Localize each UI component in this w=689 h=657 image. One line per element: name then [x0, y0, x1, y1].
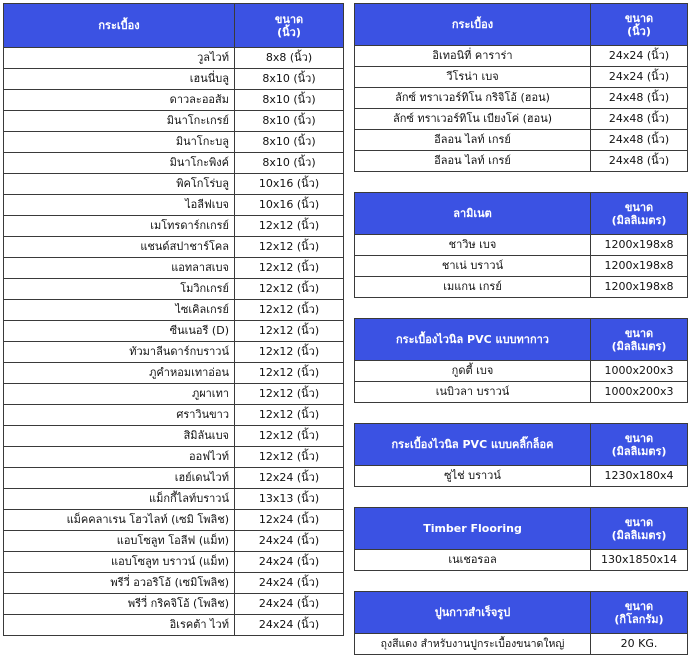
table-row	[4, 48, 344, 69]
table-row	[355, 361, 688, 382]
tile-name: เฮนนี่บลู	[4, 69, 235, 90]
tile-size: 24x24 (นิ้ว)	[235, 552, 344, 573]
header-size-line1: ขนาด	[624, 200, 654, 214]
tile-name: มินาโกะเกรย์	[4, 111, 235, 132]
tile-name: อีลอน ไลท์ เกรย์	[355, 151, 591, 172]
table-row	[4, 489, 344, 510]
table-row	[4, 531, 344, 552]
tile-size: 12x24 (นิ้ว)	[235, 510, 344, 531]
tile-size: 8x10 (นิ้ว)	[235, 153, 344, 174]
tile-name: แอทลาสเบจ	[4, 258, 235, 279]
header-size-line1: ขนาด	[624, 11, 654, 25]
tile-name: อิเรคต้า ไวท์	[4, 615, 235, 636]
header-size	[591, 319, 688, 361]
table-row	[4, 195, 344, 216]
header-size-line2: (มิลลิเมตร)	[611, 528, 667, 542]
table-row	[4, 342, 344, 363]
header-size-line1: ขนาด	[624, 515, 654, 529]
header-size	[591, 508, 688, 550]
tile-size: 24x48 (นิ้ว)	[591, 109, 688, 130]
table-row	[4, 594, 344, 615]
tile-size: 12x12 (นิ้ว)	[235, 384, 344, 405]
laminate-table	[354, 192, 688, 298]
product-name: ชาวิษ เบจ	[355, 235, 591, 256]
table-row	[355, 277, 688, 298]
tile-name: ภูผาเทา	[4, 384, 235, 405]
tile-name: ไซเคิลเกรย์	[4, 300, 235, 321]
header-size-line2: (มิลลิเมตร)	[611, 444, 667, 458]
tile-size: 24x24 (นิ้ว)	[235, 615, 344, 636]
tile-size: 8x8 (นิ้ว)	[235, 48, 344, 69]
header-size-line1: ขนาด	[624, 431, 654, 445]
header-size-line2: (นิ้ว)	[277, 25, 301, 39]
table-row	[4, 132, 344, 153]
tile-size: 24x24 (นิ้ว)	[235, 594, 344, 615]
table-row	[355, 151, 688, 172]
tile-size: 24x24 (นิ้ว)	[235, 531, 344, 552]
tile-name: อีลอน ไลท์ เกรย์	[355, 130, 591, 151]
table-row	[4, 573, 344, 594]
header-name: ปูนกาวสำเร็จรูป	[355, 592, 591, 634]
tile-table-left	[3, 3, 344, 636]
tile-name: แชนด์สปาชาร์โคล	[4, 237, 235, 258]
tile-size: 12x12 (นิ้ว)	[235, 279, 344, 300]
tile-size: 12x12 (นิ้ว)	[235, 321, 344, 342]
tile-name: มินาโกะบลู	[4, 132, 235, 153]
tile-name: เมโทรดาร์กเกรย์	[4, 216, 235, 237]
cement-table	[354, 591, 688, 655]
table-row	[4, 321, 344, 342]
table-row	[355, 550, 688, 571]
tile-size: 8x10 (นิ้ว)	[235, 69, 344, 90]
header-size	[591, 4, 688, 46]
tile-name: พรีวี่ อวอริโอ้ (เซมิโพลิช)	[4, 573, 235, 594]
tile-name: โมวิกเกรย์	[4, 279, 235, 300]
product-size: 1200x198x8	[591, 256, 688, 277]
tile-size: 12x12 (นิ้ว)	[235, 363, 344, 384]
tile-name: ศราวินขาว	[4, 405, 235, 426]
tile-size: 8x10 (นิ้ว)	[235, 111, 344, 132]
tile-size: 8x10 (นิ้ว)	[235, 132, 344, 153]
header-size	[235, 4, 344, 48]
table-row	[4, 258, 344, 279]
tile-size: 24x24 (นิ้ว)	[591, 46, 688, 67]
table-row	[4, 90, 344, 111]
table-row	[355, 88, 688, 109]
tile-name: ไอลีฟเบจ	[4, 195, 235, 216]
product-name: กูดตี้ เบจ	[355, 361, 591, 382]
tile-name: พิคโกโร่บลู	[4, 174, 235, 195]
header-size-line2: (นิ้ว)	[627, 24, 651, 38]
header-size	[591, 424, 688, 466]
table-row	[355, 256, 688, 277]
table-row	[355, 466, 688, 487]
header-name: กระเบื้องไวนิล PVC แบบคลิ๊กล็อค	[355, 424, 591, 466]
header-size-line2: (มิลลิเมตร)	[611, 339, 667, 353]
product-size: 1000x200x3	[591, 361, 688, 382]
tile-name: แอบโซลูท โอลีฟ (แม็ท)	[4, 531, 235, 552]
table-row	[4, 279, 344, 300]
table-row	[4, 552, 344, 573]
timber-table	[354, 507, 688, 571]
product-size: 1000x200x3	[591, 382, 688, 403]
tile-name: สิมิลันเบจ	[4, 426, 235, 447]
product-name: เมแกน เกรย์	[355, 277, 591, 298]
tile-name: ออฟไวท์	[4, 447, 235, 468]
header-size-line1: ขนาด	[274, 12, 304, 26]
table-row	[355, 235, 688, 256]
table-row	[355, 67, 688, 88]
tile-name: มินาโกะพิงค์	[4, 153, 235, 174]
table-row	[355, 382, 688, 403]
tile-name: ลักซ์ ทราเวอร์ทิโน เบียงโค่ (ฮอน)	[355, 109, 591, 130]
tile-size: 10x16 (นิ้ว)	[235, 174, 344, 195]
product-size: 1200x198x8	[591, 235, 688, 256]
tile-size: 24x48 (นิ้ว)	[591, 130, 688, 151]
product-size: 1200x198x8	[591, 277, 688, 298]
table-row	[4, 69, 344, 90]
header-name: กระเบื้อง	[4, 4, 235, 48]
tile-size: 12x12 (นิ้ว)	[235, 237, 344, 258]
header-size-line1: ขนาด	[624, 326, 654, 340]
tile-size: 8x10 (นิ้ว)	[235, 90, 344, 111]
tile-name: ลักซ์ ทราเวอร์ทิโน กริจิโอ้ (ฮอน)	[355, 88, 591, 109]
tile-size: 12x24 (นิ้ว)	[235, 468, 344, 489]
tile-name: ภูคำหอมเทาอ่อน	[4, 363, 235, 384]
product-size: 1230x180x4	[591, 466, 688, 487]
table-row	[4, 237, 344, 258]
tile-name: เฮย์เดนไวท์	[4, 468, 235, 489]
table-row	[4, 426, 344, 447]
table-row	[355, 46, 688, 67]
product-name: ถุงสีแดง สำหรับงานปูกระเบื้องขนาดใหญ่	[355, 634, 591, 655]
table-row	[4, 615, 344, 636]
header-size-line2: (มิลลิเมตร)	[611, 213, 667, 227]
tile-table-right	[354, 3, 688, 172]
tile-name: ดาวละออส้ม	[4, 90, 235, 111]
vinyl-glue-table	[354, 318, 688, 403]
table-row	[4, 384, 344, 405]
vinyl-click-table	[354, 423, 688, 487]
tile-size: 12x12 (นิ้ว)	[235, 216, 344, 237]
header-name: กระเบื้อง	[355, 4, 591, 46]
left-table-body	[4, 48, 344, 636]
header-name: Timber Flooring	[355, 508, 591, 550]
tile-size: 10x16 (นิ้ว)	[235, 195, 344, 216]
tile-name: ทัวมาลีนดาร์กบราวน์	[4, 342, 235, 363]
tile-name: แอบโซลูท บราวน์ (แม็ท)	[4, 552, 235, 573]
table-row	[355, 109, 688, 130]
table-row	[355, 130, 688, 151]
table-row	[4, 468, 344, 489]
table-row	[4, 216, 344, 237]
table-row	[4, 510, 344, 531]
header-size-line2: (กิโลกรัม)	[614, 612, 664, 626]
tile-size: 12x12 (นิ้ว)	[235, 342, 344, 363]
tile-size: 24x24 (นิ้ว)	[591, 67, 688, 88]
product-name: เนบิวลา บราวน์	[355, 382, 591, 403]
tile-size: 12x12 (นิ้ว)	[235, 405, 344, 426]
tile-size: 12x12 (นิ้ว)	[235, 447, 344, 468]
header-size-line1: ขนาด	[624, 599, 654, 613]
table-row	[4, 111, 344, 132]
table-row	[355, 634, 688, 655]
tile-size: 12x12 (นิ้ว)	[235, 300, 344, 321]
product-name: เนเชอรอล	[355, 550, 591, 571]
table-row	[4, 405, 344, 426]
tile-size: 24x24 (นิ้ว)	[235, 573, 344, 594]
product-size: 130x1850x14	[591, 550, 688, 571]
tile-name: อิเทอนิที่ คาราร่า	[355, 46, 591, 67]
table-row	[4, 447, 344, 468]
tile-size: 13x13 (นิ้ว)	[235, 489, 344, 510]
tile-name: วูลไวท์	[4, 48, 235, 69]
tile-size: 12x12 (นิ้ว)	[235, 426, 344, 447]
product-name: ซูไช่ บราวน์	[355, 466, 591, 487]
tile-size: 24x48 (นิ้ว)	[591, 151, 688, 172]
header-name: ลามิเนต	[355, 193, 591, 235]
table-row	[4, 363, 344, 384]
product-name: ชาเน่ บราวน์	[355, 256, 591, 277]
header-size	[591, 592, 688, 634]
tile-name: ซีนเนอรี (D)	[4, 321, 235, 342]
tile-name: พรีวี่ กริคจิโอ้ (โพลิช)	[4, 594, 235, 615]
tile-name: วีโรน่า เบจ	[355, 67, 591, 88]
tile-name: แม็กกี้ไลท์บราวน์	[4, 489, 235, 510]
product-size: 20 KG.	[591, 634, 688, 655]
table-row	[4, 174, 344, 195]
header-name: กระเบื้องไวนิล PVC แบบทากาว	[355, 319, 591, 361]
table-row	[4, 153, 344, 174]
tile-size: 12x12 (นิ้ว)	[235, 258, 344, 279]
tile-name: แม็คคลาเรน โฮวไลท์ (เซมิ โพลิช)	[4, 510, 235, 531]
table-row	[4, 300, 344, 321]
tile-size: 24x48 (นิ้ว)	[591, 88, 688, 109]
header-size	[591, 193, 688, 235]
